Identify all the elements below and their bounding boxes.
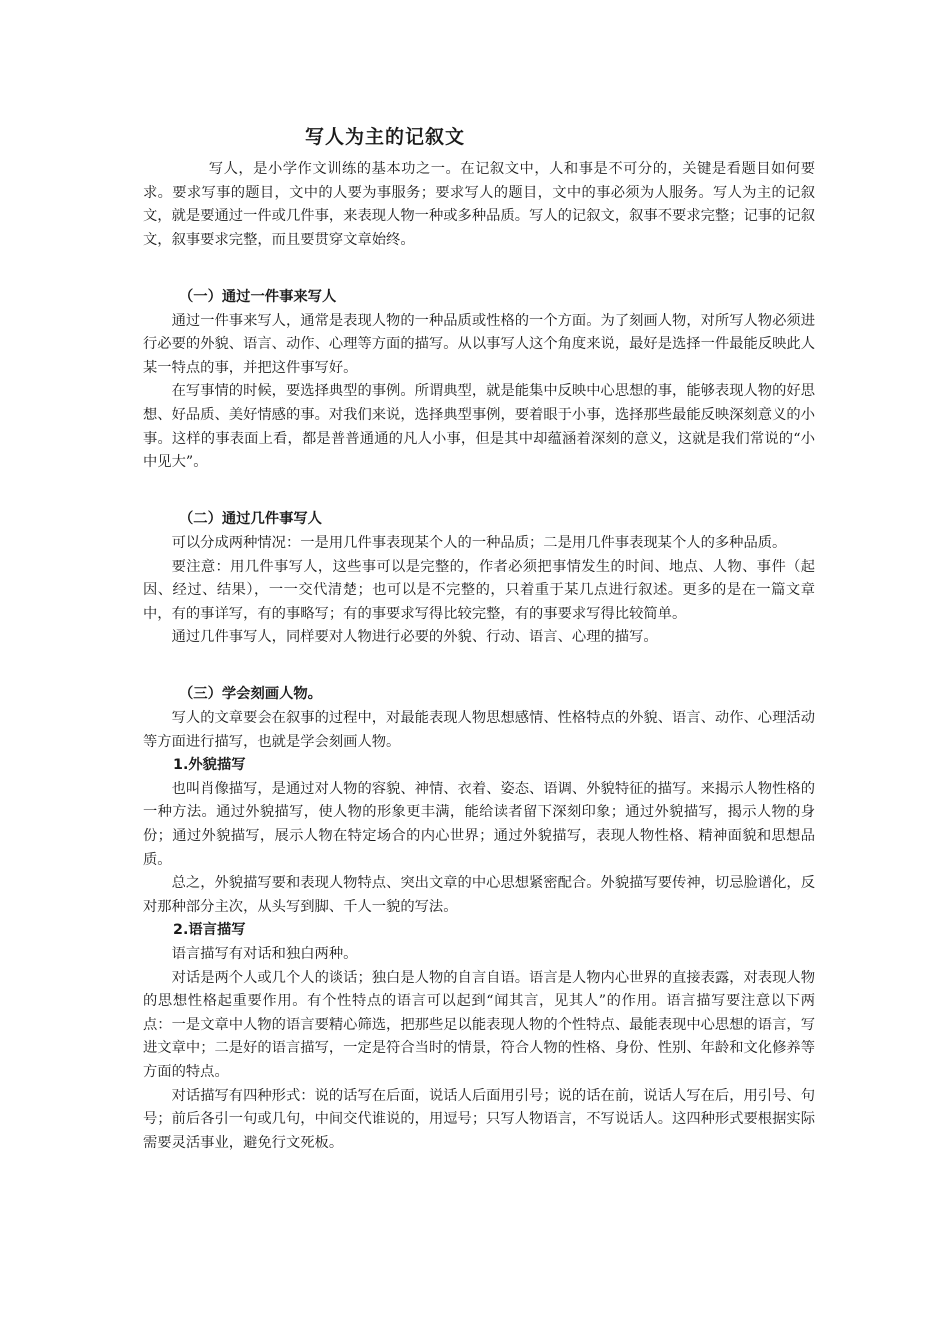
section-heading: （一）通过一件事来写人 — [179, 288, 337, 305]
section-heading: （二）通过几件事写人 — [179, 511, 322, 528]
paragraph: 也叫肖像描写，是通过对人物的容貌、神情、衣着、姿态、语调、外貌特征的描写。来揭示人物性格的一种方法。通过外貌描写，使人物的形象更丰满，能给读者留下深刻印象；通过外貌描写，揭示人物的身份；通过外貌描写，展示人物在特定场合的内心世界；通过外貌描写，表现人物性格、精神面貌和思想品质。 — [143, 780, 815, 868]
paragraph: 要注意：用几件事写人，这些事可以是完整的，作者必须把事情发生的时间、地点、人物、事件（起因、经过、结果），一一交代清楚；也可以是不完整的，只着重于某几点进行叙述。更多的是在一篇文章中，有的事详写，有的事略写；有的事要求写得比较完整，有的事要求写得比较简单。 — [143, 558, 815, 622]
paragraph: 在写事情的时候，要选择典型的事例。所谓典型，就是能集中反映中心思想的事，能够表现人物的好思想、好品质、美好情感的事。对我们来说，选择典型事例，要着眼于小事，选择那些最能反映深刻意义的小事。这样的事表面上看，都是普普通通的凡人小事，但是其中却蕴涵着深刻的意义，这就是我们常说的“小中见大”。 — [143, 383, 815, 471]
paragraph: 对话描写有四种形式：说的话写在后面，说话人后面用引号；说的话在前，说话人写在后，用引号、句号；前后各引一句或几句，中间交代谁说的，用逗号；只写人物语言，不写说话人。这四种形式要根据实际需要灵活事业，避免行文死板。 — [143, 1087, 815, 1151]
subsection-heading: 2.语言描写 — [173, 922, 246, 939]
subsection-heading: 1.外貌描写 — [173, 757, 246, 774]
article-body — [143, 158, 815, 1155]
paragraph: 通过一件事来写人，通常是表现人物的一种品质或性格的一个方面。为了刻画人物，对所写人物必须进行必要的外貌、语言、动作、心理等方面的描写。从以事写人这个角度来说，最好是选择一件最能反映此人某一特点的事，并把这件事写好。 — [143, 312, 815, 376]
page-title: 写人为主的记叙文 — [305, 126, 466, 148]
paragraph: 总之，外貌描写要和表现人物特点、突出文章的中心思想紧密配合。外貌描写要传神，切忌脸谱化，反对那种部分主次，从头写到脚、千人一貌的写法。 — [143, 875, 815, 915]
paragraph: 通过几件事写人，同样要对人物进行必要的外貌、行动、语言、心理的描写。 — [171, 629, 658, 646]
intro-paragraph: 写人，是小学作文训练的基本功之一。在记叙文中，人和事是不可分的，关键是看题目如何要求。要求写事的题目，文中的人要为事服务；要求写人的题目，文中的事必须为人服务。写人为主的记叙文，就是要通过一件或几件事，来表现人物一种或多种品质。写人的记叙文，叙事不要求完整；记事的记叙文，叙事要求完整，而且要贯穿文章始终。 — [143, 161, 815, 248]
paragraph: 语言描写有对话和独白两种。 — [171, 946, 358, 962]
paragraph: 可以分成两种情况：一是用几件事表现某个人的一种品质；二是用几件事表现某个人的多种品质。 — [171, 534, 787, 551]
section-heading: （三）学会刻画人物。 — [179, 686, 322, 703]
paragraph: 对话是两个人或几个人的谈话；独白是人物的自言自语。语言是人物内心世界的直接表露，对表现人物的思想性格起重要作用。有个性特点的语言可以起到“闻其言，见其人”的作用。语言描写要注意以下两点：一是文章中人物的语言要精心筛选，把那些足以能表现人物的个性特点、最能表现中心思想的语言，写进文章中；二是好的语言描写，一定是符合当时的情景，符合人物的性格、身份、性别、年龄和文化修养等方面的特点。 — [143, 969, 815, 1080]
paragraph: 写人的文章要会在叙事的过程中，对最能表现人物思想感情、性格特点的外貌、语言、动作、心理活动等方面进行描写，也就是学会刻画人物。 — [143, 710, 815, 750]
